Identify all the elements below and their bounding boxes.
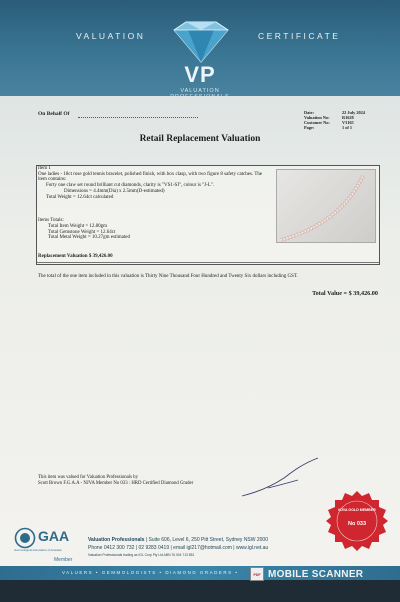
header-left-title: VALUATION — [76, 31, 146, 41]
document-title: Retail Replacement Valuation — [139, 134, 261, 144]
header-right-title: CERTIFICATE — [258, 31, 341, 41]
seal-number: No 033 — [347, 521, 367, 527]
scanner-badge-icon: PDF — [250, 567, 264, 581]
item-label: Item 1 — [38, 166, 51, 171]
meta-row — [304, 125, 365, 130]
logo-sub-line2: PROFESSIONALS — [170, 94, 230, 100]
meta-key: Customer No: — [304, 120, 330, 125]
meta-key: Valuation No: — [304, 115, 330, 120]
logo-sub-line1: VALUATION — [180, 88, 220, 94]
contact-line: Phone 0412 300 732 | 02 9283 0419 | email igl217@hotmail.com | www.igl.net.au — [88, 545, 269, 551]
company-address — [88, 536, 268, 558]
address-text: | Suite 606, Level 6, 250 Pitt Street, Sydney NSW 2000 — [144, 537, 268, 543]
certificate-header — [0, 0, 400, 112]
gaa-member-label: Member — [54, 557, 73, 563]
bracelet-image-icon — [277, 170, 377, 244]
replacement-valuation: Replacement Valuation $ 39,426.00 — [38, 254, 113, 259]
meta-value: 22 July 2024 — [342, 110, 365, 115]
seal-label: NJVA GOLD MEMBER — [338, 508, 376, 512]
gaa-subtitle: Gemmological Association of Australia — [14, 548, 62, 552]
dimensions-line: Dimensions = 4.4mm(Dia) x 2.5mm(D-estimated) — [64, 188, 165, 194]
meta-block — [304, 110, 365, 130]
behalf-dotted-line — [78, 117, 198, 118]
valued-line2: Scott Brown F.G.A.A - NJVA Member No 033 : HRD Certified Diamond Grader — [38, 481, 194, 486]
meta-value: R1628 — [342, 115, 354, 120]
totals-heading: Items Totals: — [38, 218, 64, 223]
gaa-wordmark: GAA — [38, 528, 70, 544]
diamond-logo-icon — [168, 20, 234, 64]
total-value: Total Value = $ 39,426.00 — [312, 290, 378, 297]
totals-row: Total Gemstone Weight = 12.64ct — [48, 229, 116, 235]
total-weight-line: Total Weight = 12.64ct calculated — [46, 194, 114, 200]
logo-subtitle — [0, 88, 400, 100]
on-behalf-label: On Behalf Of — [38, 111, 70, 117]
meta-value: V3165 — [342, 120, 354, 125]
signature-mark — [238, 456, 322, 500]
photo-bottom-edge — [0, 580, 400, 602]
item-description — [38, 166, 270, 200]
scanner-watermark: MOBILE SCANNER — [268, 569, 364, 580]
bracelet-photo — [276, 169, 376, 243]
item-totals — [38, 218, 130, 241]
address-line — [88, 536, 268, 544]
logo-letters: VP — [184, 62, 216, 87]
diamonds-line: Forty one claw set round brilliant cut diamonds, clarity is "VS1-SI", colour is "J-L". — [46, 183, 215, 189]
totals-row: Total Metal Weight = 10.27gm estimated — [48, 235, 130, 241]
valued-line1: This item was valued for Valuation Professionals by — [38, 475, 138, 480]
footer-band-text: VALUERS • GEMMOLOGISTS • DIAMOND GRADERS • — [62, 570, 239, 575]
meta-key: Page: — [304, 125, 315, 130]
meta-value: 1 of 1 — [342, 125, 353, 130]
item-box-divider — [37, 262, 379, 263]
totals-row: Total Item Weight = 12.80gm — [48, 223, 108, 229]
item-desc-text: One ladies - 18ct rose gold tennis bracelet, polished finish, with box clasp, with two figure 8 safety catches. The item contains: — [38, 171, 263, 183]
valuation-summary: The total of the one item included in this valuation is Thirty Nine Thousand Four Hundred and Twenty Six dollars including GST. — [38, 274, 298, 279]
valuer-statement — [38, 475, 193, 487]
fine-print: Valuation Professionals trading as IGL Corp Pty Ltd ABN 76 004 713 851 — [88, 553, 195, 557]
company-name: Valuation Professionals — [88, 537, 145, 543]
meta-key: Date: — [304, 110, 315, 115]
gaa-logo-icon — [14, 527, 36, 549]
